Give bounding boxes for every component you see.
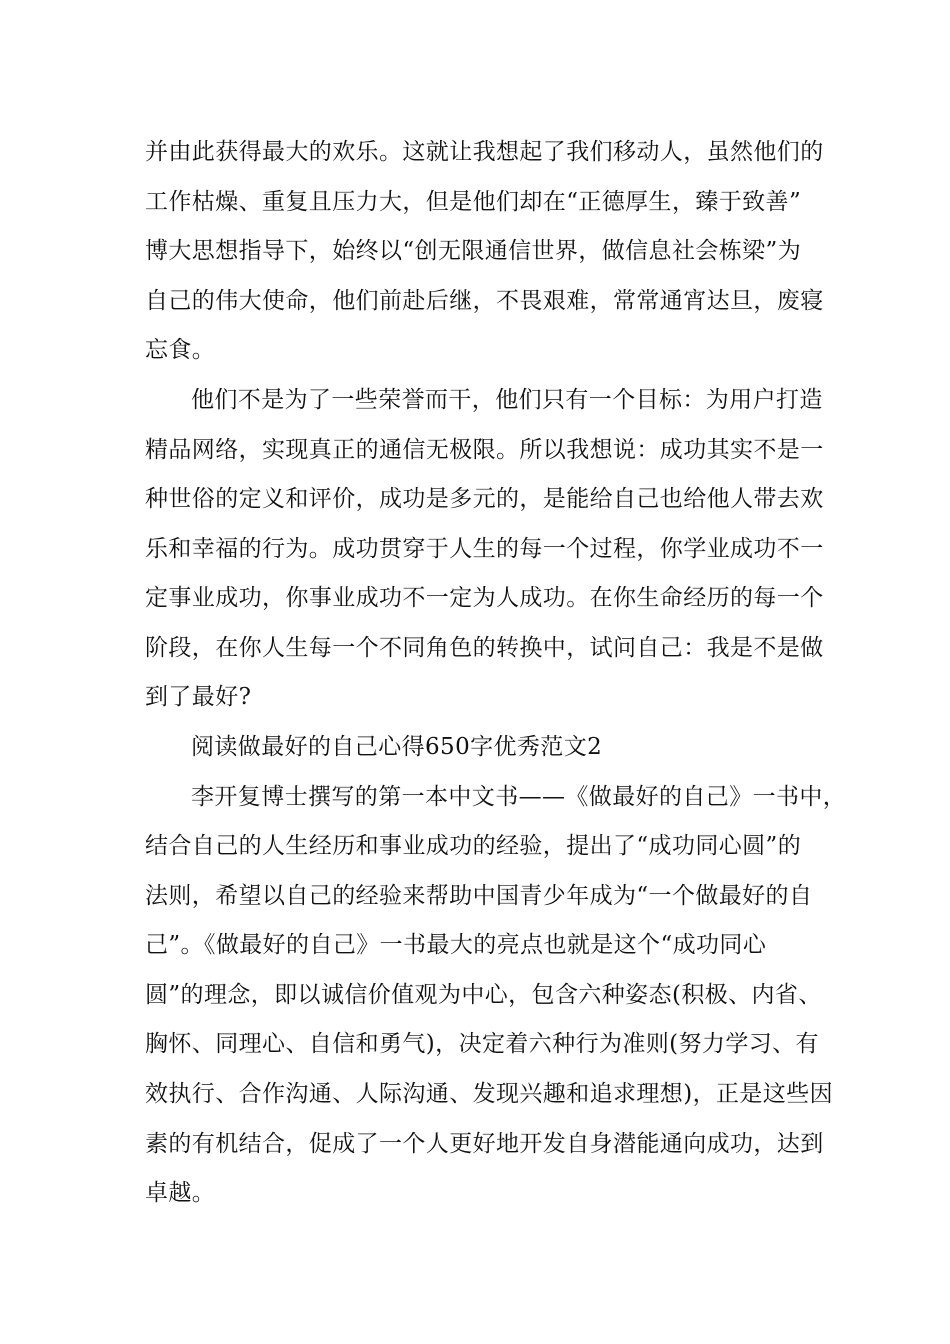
text-line: 忘食。: [145, 337, 216, 363]
text-line: 定事业成功，你事业成功不一定为人成功。在你生命经历的每一个: [145, 585, 824, 611]
text-line: 素的有机结合，促成了一个人更好地开发自身潜能通向成功，达到: [145, 1131, 824, 1157]
text-line: 结合自己的人生经历和事业成功的经验，提出了“成功同心圆”的: [145, 833, 802, 859]
text-line: 圆”的理念，即以诚信价值观为中心，包含六种姿态(积极、内省、: [145, 982, 822, 1008]
section-heading: 阅读做最好的自己心得650字优秀范文2: [191, 734, 603, 760]
text-line: 乐和幸福的行为。成功贯穿于人生的每一个过程，你学业成功不一: [145, 536, 824, 562]
text-line: 效执行、合作沟通、人际沟通、发现兴趣和追求理想)，正是这些因: [145, 1081, 833, 1107]
text-line: 卓越。: [145, 1180, 216, 1206]
text-line: 胸怀、同理心、自信和勇气)，决定着六种行为准则(努力学习、有: [145, 1031, 819, 1057]
text-line: 到了最好?: [145, 684, 252, 710]
text-line: 博大思想指导下，始终以“创无限通信世界，做信息社会栋梁”为: [145, 238, 802, 264]
text-line: 己”。《做最好的自己》一书最大的亮点也就是这个“成功同心: [145, 932, 767, 958]
text-line: 阶段，在你人生每一个不同角色的转换中，试问自己：我是不是做: [145, 635, 824, 661]
text-line: 工作枯燥、重复且压力大，但是他们却在“正德厚生，臻于致善”: [145, 189, 802, 215]
text-line: 自己的伟大使命，他们前赴后继，不畏艰难，常常通宵达旦，废寝: [145, 288, 824, 314]
paragraph-first-line: 李开复博士撰写的第一本中文书——《做最好的自己》一书中，: [191, 784, 847, 810]
paragraph-first-line: 他们不是为了一些荣誉而干，他们只有一个目标：为用户打造: [191, 387, 823, 413]
text-line: 并由此获得最大的欢乐。这就让我想起了我们移动人，虽然他们的: [145, 139, 824, 165]
text-line: 法则，希望以自己的经验来帮助中国青少年成为“一个做最好的自: [145, 883, 813, 909]
text-line: 种世俗的定义和评价，成功是多元的，是能给自己也给他人带去欢: [145, 486, 824, 512]
text-line: 精品网络，实现真正的通信无极限。所以我想说：成功其实不是一: [145, 437, 824, 463]
